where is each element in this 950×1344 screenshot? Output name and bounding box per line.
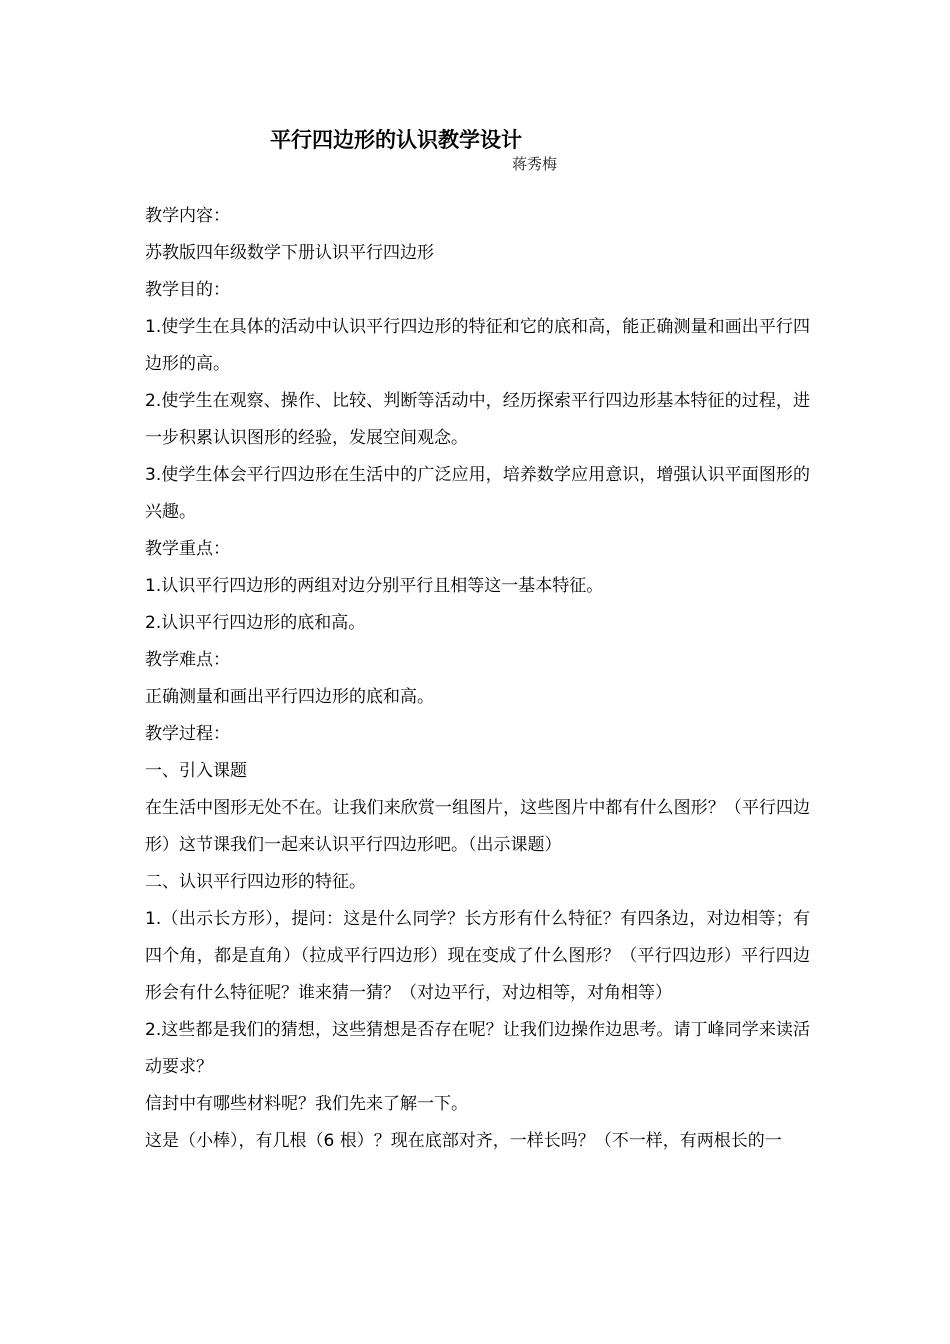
- subsection-heading-features: 二、认识平行四边形的特征。: [145, 872, 366, 892]
- paragraph-envelope: 信封中有哪些材料呢？我们先来了解一下。: [145, 1094, 468, 1114]
- paragraph-key-point-1: 1.认识平行四边形的两组对边分别平行且相等这一基本特征。: [145, 576, 604, 596]
- section-heading-objectives: 教学目的：: [145, 280, 230, 300]
- paragraph-objective-3: 3.使学生体会平行四边形在生活中的广泛应用，培养数学应用意识，增强认识平面图形的兴趣。: [145, 465, 810, 522]
- section-heading-content: 教学内容：: [145, 206, 230, 226]
- document-author: 蒋秀梅: [512, 155, 558, 173]
- paragraph-difficulty: 正确测量和画出平行四边形的底和高。: [145, 687, 434, 707]
- paragraph-intro: 在生活中图形无处不在。让我们来欣赏一组图片，这些图片中都有什么图形？（平行四边形）这节课我们一起来认识平行四边形吧。（出示课题）: [145, 798, 810, 855]
- paragraph-sticks: 这是（小棒），有几根（6 根）？现在底部对齐，一样长吗？（不一样，有两根长的一: [145, 1131, 782, 1151]
- paragraph-content: 苏教版四年级数学下册认识平行四边形: [145, 243, 434, 263]
- section-heading-process: 教学过程：: [145, 724, 230, 744]
- paragraph-features-2: 2.这些都是我们的猜想，这些猜想是否存在呢？让我们边操作边思考。请丁峰同学来读活动要求？: [145, 1020, 810, 1077]
- document-body: [145, 198, 810, 1160]
- section-heading-key-points: 教学重点：: [145, 539, 230, 559]
- paragraph-objective-2: 2.使学生在观察、操作、比较、判断等活动中，经历探索平行四边形基本特征的过程，进一步积累认识图形的经验，发展空间观念。: [145, 391, 810, 448]
- paragraph-objective-1: 1.使学生在具体的活动中认识平行四边形的特征和它的底和高，能正确测量和画出平行四边形的高。: [145, 317, 810, 374]
- paragraph-features-1: 1.（出示长方形），提问：这是什么同学？长方形有什么特征？有四条边，对边相等；有四个角，都是直角）（拉成平行四边形）现在变成了什么图形？（平行四边形）平行四边形会有什么特征呢？谁来猜一猜？（对边平行，对边相等，对角相等）: [145, 909, 810, 1003]
- section-heading-difficulties: 教学难点：: [145, 650, 230, 670]
- subsection-heading-intro: 一、引入课题: [145, 761, 247, 781]
- document-title: 平行四边形的认识教学设计: [270, 128, 522, 152]
- paragraph-key-point-2: 2.认识平行四边形的底和高。: [145, 613, 366, 633]
